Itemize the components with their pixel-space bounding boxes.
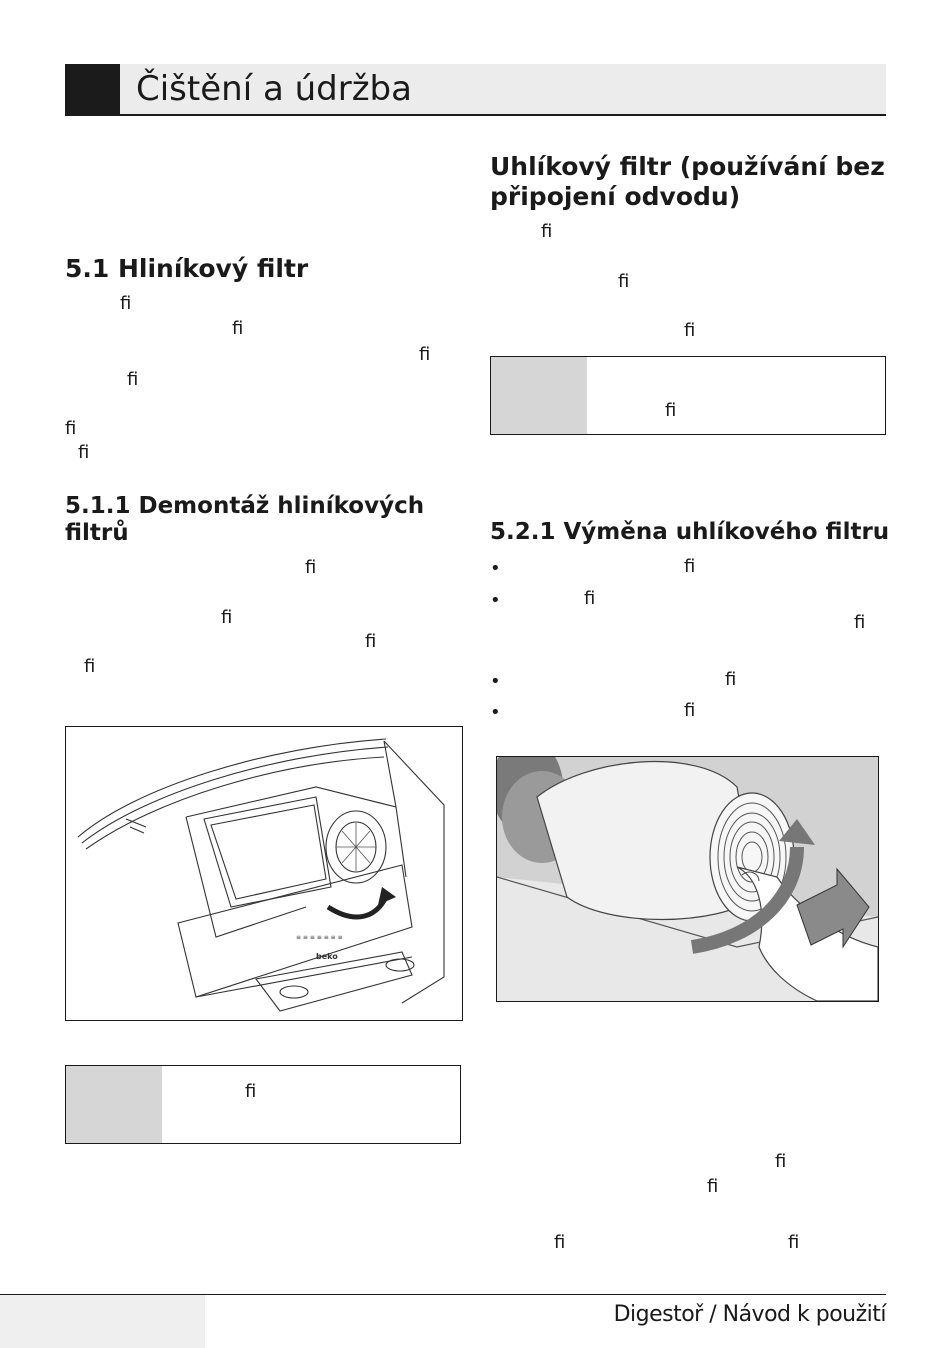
ligature-glyph: ﬁ [305,557,317,578]
hood-illustration [66,727,462,1020]
hood-logo: beko [316,952,338,961]
ligature-glyph: ﬁ [120,293,132,314]
subsection-title-replace: 5.2.1 Výměna uhlíkového filtru [490,519,890,545]
ligature-glyph: ﬁ [684,556,696,577]
ligature-glyph: ﬁ [541,221,553,242]
ligature-glyph: ﬁ [618,271,630,292]
hood-panel-text: ≡ ≡ ≡ ≡ ≡ ≡ ≡ [296,934,343,941]
note-side-panel [491,357,587,434]
footer-page-number-area [0,1295,205,1348]
ligature-glyph: ﬁ [232,318,244,339]
section-title-carbon-filter [490,152,885,212]
ligature-glyph: ﬁ [854,612,866,633]
ligature-glyph: ﬁ [684,700,696,721]
ligature-glyph: ﬁ [84,656,96,677]
note-box [490,356,886,435]
note-side-panel [66,1066,162,1143]
subsection-title-line: 5.1.1 Demontáž hliníkových [65,493,425,519]
ligature-glyph: ﬁ [65,418,77,439]
subsection-title-removal [65,493,424,547]
ligature-glyph: ﬁ [221,607,233,628]
list-bullet: • [490,702,501,723]
page-title: Čištění a údržba [136,69,412,109]
ligature-glyph: ﬁ [788,1232,800,1253]
ligature-glyph: ﬁ [245,1081,257,1102]
ligature-glyph: ﬁ [665,400,677,421]
ligature-glyph: ﬁ [707,1176,719,1197]
footer-document-title: Digestoř / Návod k použití [613,1302,886,1327]
ligature-glyph: ﬁ [554,1232,566,1253]
ligature-glyph: ﬁ [78,442,90,463]
figure-carbon-filter-replacement [496,756,879,1002]
list-bullet: • [490,671,501,692]
ligature-glyph: ﬁ [419,344,431,365]
section-title-aluminium-filter: 5.1 Hliníkový filtr [65,254,309,283]
list-bullet: • [490,590,501,611]
note-box [65,1065,461,1144]
ligature-glyph: ﬁ [684,320,696,341]
section-title-line: Uhlíkový filtr (používání bez [490,152,885,181]
section-title-line: připojení odvodu) [490,182,741,211]
carbon-filter-illustration [497,757,878,1001]
list-bullet: • [490,558,501,579]
ligature-glyph: ﬁ [775,1151,787,1172]
header-marker [65,64,120,114]
figure-hood-filter-removal [65,726,463,1021]
subsection-title-line: filtrů [65,520,129,546]
ligature-glyph: ﬁ [725,669,737,690]
header-rule [65,114,886,116]
ligature-glyph: ﬁ [127,369,139,390]
ligature-glyph: ﬁ [584,588,596,609]
ligature-glyph: ﬁ [365,631,377,652]
